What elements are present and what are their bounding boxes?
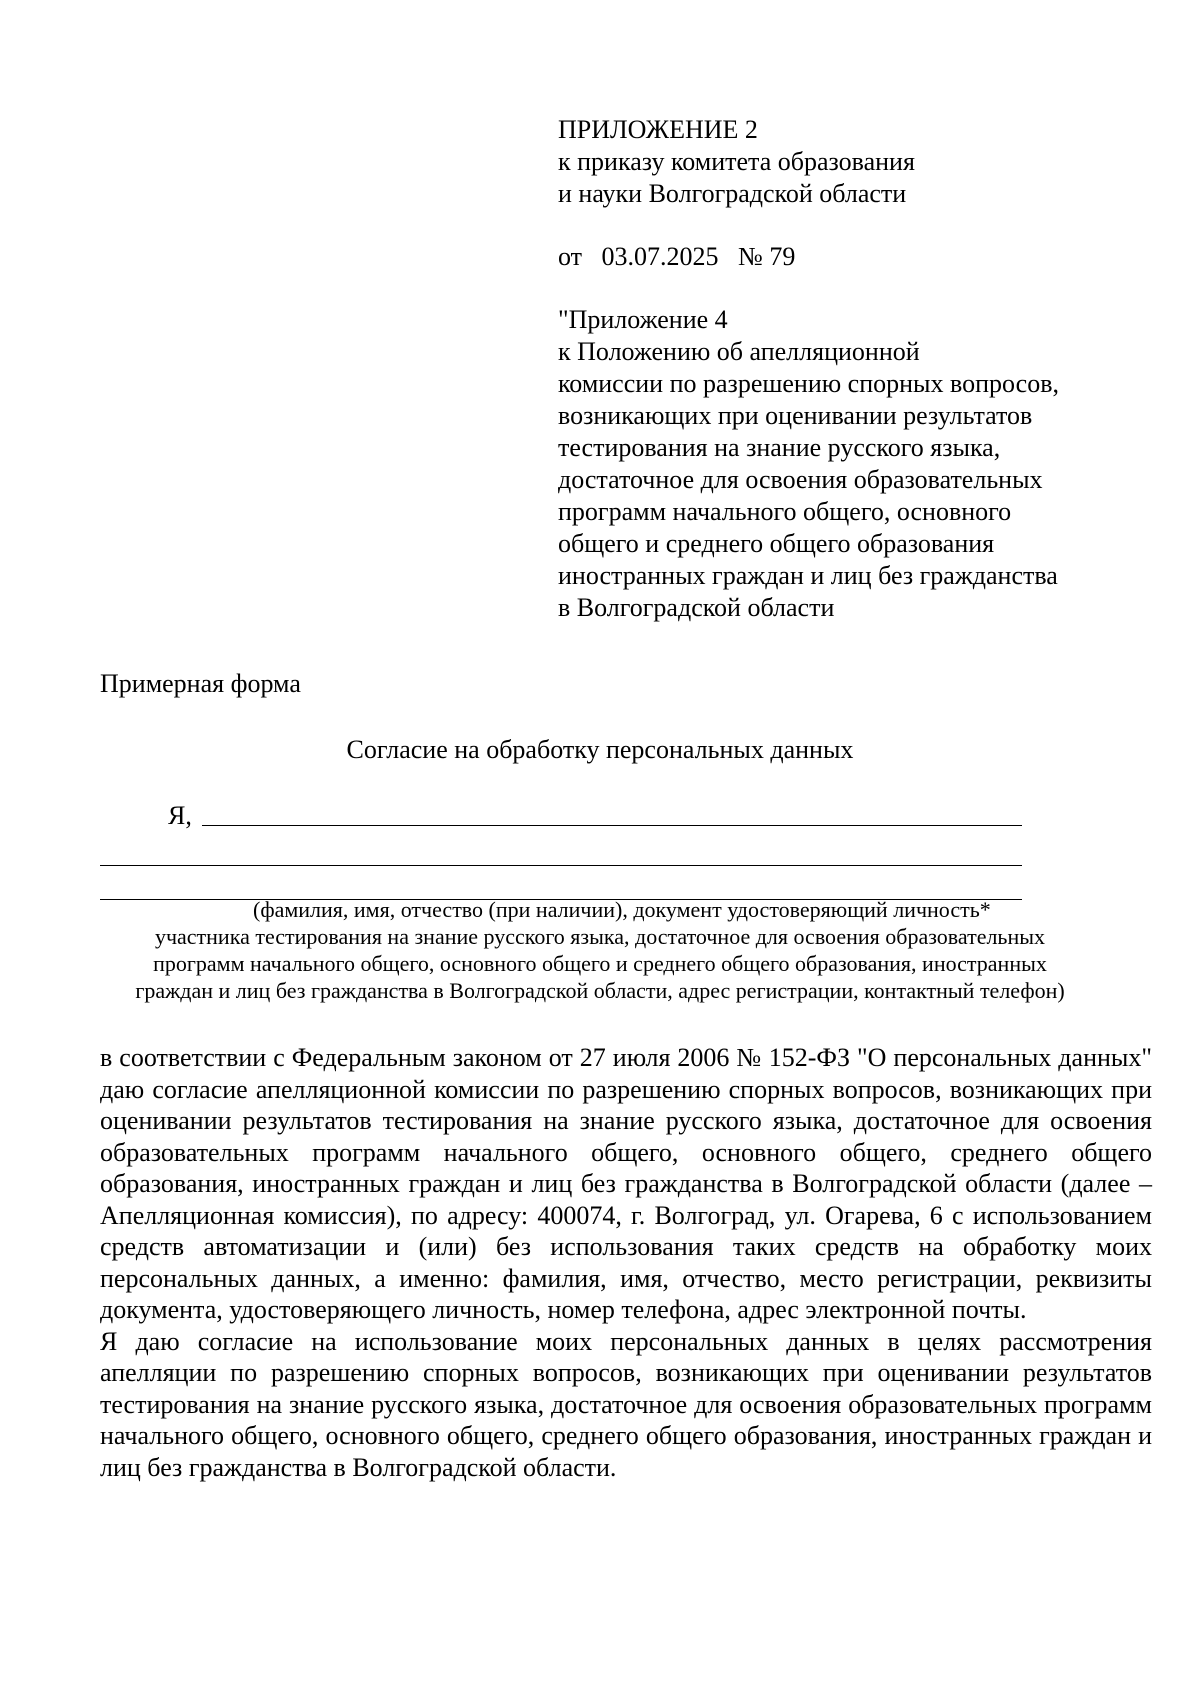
hint-line: (фамилия, имя, отчество (при наличии), документ удостоверяющий личность* <box>253 897 991 922</box>
sub-appendix-line: в Волгоградской области <box>558 593 835 622</box>
consent-title: Согласие на обработку персональных данных <box>346 735 854 764</box>
consent-paragraph-1: в соответствии с Федеральным законом от 27 июля 2006 № 152-ФЗ "О персональных данных" даю согласие апелляционной комиссии по разрешению спорных вопросов, возникающих при оценивании результатов тестирования на знание русского языка, достаточное для освоения образовательных программ начального общего, основного общего, среднего общего образования, иностранных граждан и лиц без гражданства в Волгоградской области (далее – Апелляционная комиссия), по адресу: 400074, г. Волгоград, ул. Огарева, 6 с использованием средств автоматизации и (или) без использования таких средств на обработку моих персональных данных, а именно: фамилия, имя, отчество, место регистрации, реквизиты документа, удостоверяющего личность, номер телефона, адрес электронной почты. <box>100 1043 1152 1324</box>
personal-info-fill-area <box>100 800 1030 900</box>
consent-body <box>100 1042 1152 1483</box>
fill-row <box>100 832 1030 866</box>
fill-hint <box>100 896 1100 1004</box>
sub-appendix-line: к Положению об апелляционной <box>558 337 920 366</box>
sub-appendix-line: общего и среднего общего образования <box>558 529 995 558</box>
name-blank-line[interactable] <box>202 825 1022 826</box>
date-prefix: от <box>558 242 583 271</box>
consent-paragraph-2: Я даю согласие на использование моих персональных данных в целях рассмотрения апелляции по разрешению спорных вопросов, возникающих при оценивании результатов тестирования на знание русского языка, достаточное для освоения образовательных программ начального общего, основного общего, среднего общего образования, иностранных граждан и лиц без гражданства в Волгоградской области. <box>100 1326 1152 1482</box>
sub-appendix-line: возникающих при оценивании результатов <box>558 401 1033 430</box>
sub-appendix-line: достаточное для освоения образовательных <box>558 465 1043 494</box>
appendix-committee-line: и науки Волгоградской области <box>558 179 907 208</box>
sub-appendix-line: тестирования на знание русского языка, <box>558 433 1001 462</box>
fill-row <box>100 866 1030 900</box>
order-date: 03.07.2025 <box>601 242 719 271</box>
sub-appendix-line: программ начального общего, основного <box>558 497 1012 526</box>
hint-line: программ начального общего, основного общего и среднего общего образования, иностранных <box>153 951 1047 976</box>
appendix-order-line: к приказу комитета образования <box>558 147 915 176</box>
name-fill-row <box>100 800 1030 832</box>
hint-line: граждан и лиц без гражданства в Волгоградской области, адрес регистрации, контактный телефон) <box>135 978 1065 1003</box>
order-number: № 79 <box>738 242 796 271</box>
appendix-header <box>558 114 1158 624</box>
form-type-label: Примерная форма <box>100 669 301 698</box>
sub-appendix-line: иностранных граждан и лиц без гражданства <box>558 561 1058 590</box>
ya-label: Я, <box>168 801 192 830</box>
appendix-date-row <box>558 241 1158 273</box>
appendix-title: ПРИЛОЖЕНИЕ 2 <box>558 115 758 144</box>
hint-line: участника тестирования на знание русского языка, достаточное для освоения образовательных <box>154 924 1046 949</box>
sub-appendix-line: "Приложение 4 <box>558 305 728 334</box>
sub-appendix-line: комиссии по разрешению спорных вопросов, <box>558 369 1059 398</box>
